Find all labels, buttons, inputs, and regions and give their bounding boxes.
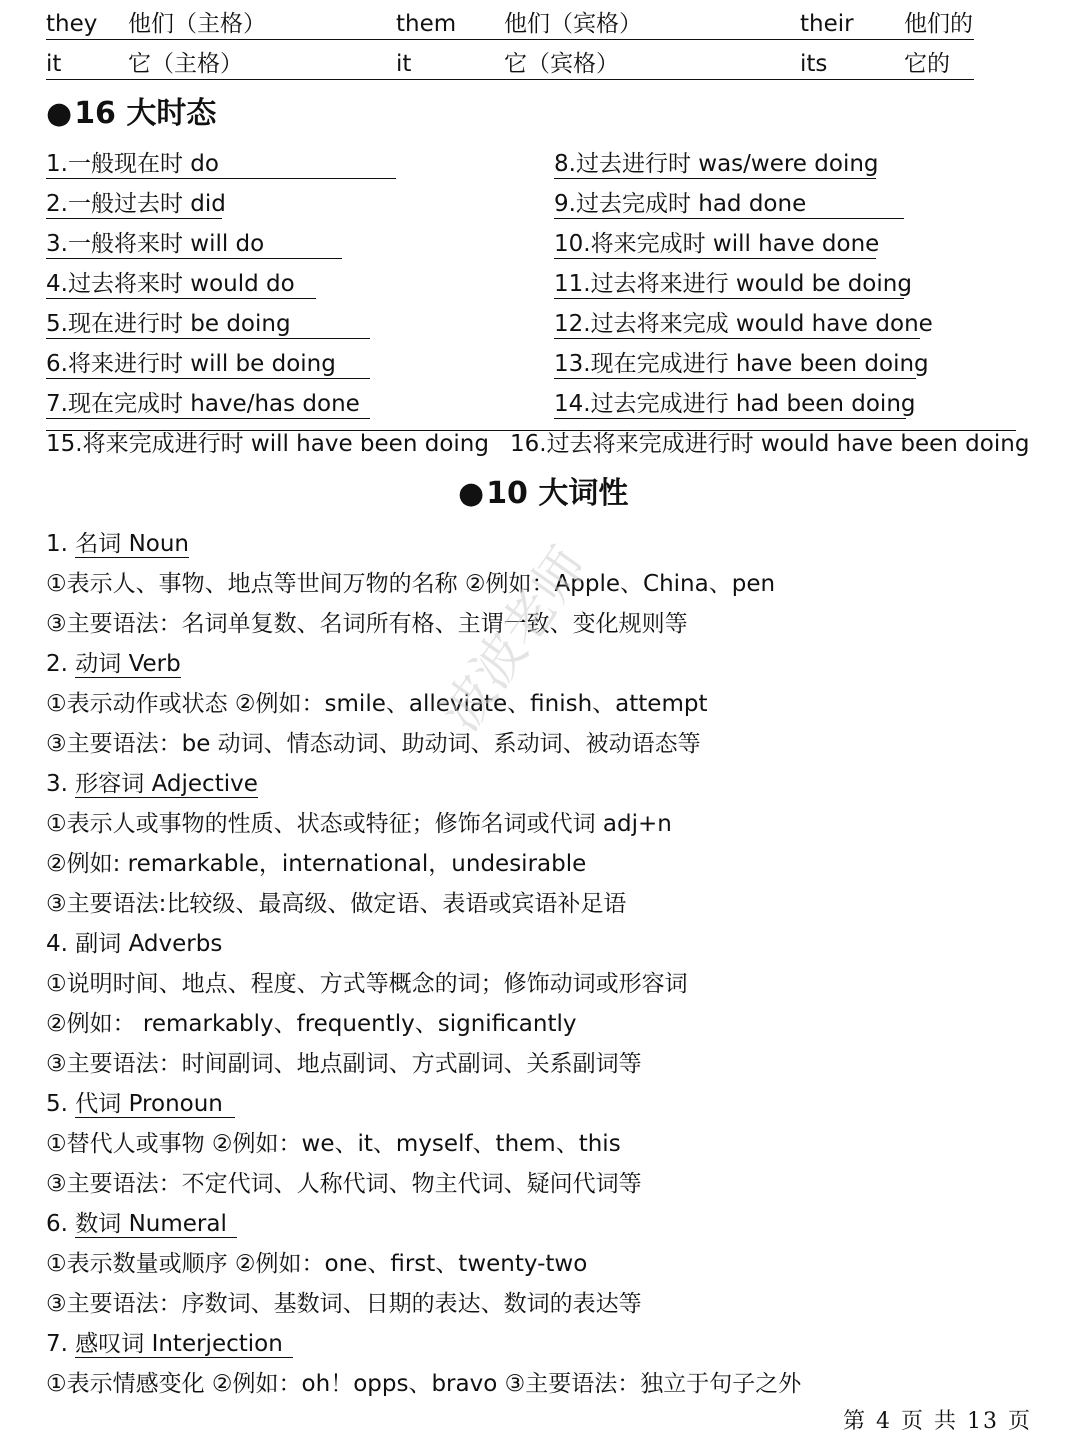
- tense-item: 6.将来进行时 will be doing: [46, 350, 370, 379]
- pos-title: 名词 Noun: [75, 531, 190, 557]
- pronoun-underline: [46, 79, 974, 80]
- pronoun-row: [0, 44, 1080, 84]
- page-footer: 第 4 页 共 13 页: [843, 1409, 1032, 1434]
- pos-text: ①表示动作或状态 ②例如：smile、alleviate、finish、attempt: [46, 691, 708, 717]
- pos-text: ①表示人、事物、地点等世间万物的名称 ②例如：Apple、China、pen: [46, 571, 776, 597]
- pos-line: [0, 1124, 1080, 1164]
- pos-text: ③主要语法：序数词、基数词、日期的表达、数词的表达等: [46, 1291, 642, 1317]
- tense-item: 15.将来完成进行时 will have been doing: [46, 431, 489, 457]
- pos-text: ③主要语法：be 动词、情态动词、助动词、系动词、被动语态等: [46, 731, 701, 757]
- pos-text: ①表示人或事物的性质、状态或特征；修饰名词或代词 adj+n: [46, 811, 672, 837]
- pos-text: ①表示数量或顺序 ②例如：one、first、twenty-two: [46, 1251, 588, 1277]
- tense-item: 1.一般现在时 do: [46, 150, 396, 179]
- pos-title-line: [0, 764, 1080, 804]
- pos-line: [0, 884, 1080, 924]
- pos-line: [0, 924, 1080, 964]
- pronoun-cell: their: [800, 11, 854, 37]
- pos-line: [0, 1004, 1080, 1044]
- pos-title: 代词 Pronoun: [75, 1091, 235, 1118]
- tense-row: [0, 224, 1080, 264]
- tense-item: 5.现在进行时 be doing: [46, 310, 370, 339]
- pos-text: ①替代人或事物 ②例如：we、it、myself、them、this: [46, 1131, 621, 1157]
- pos-title: 感叹词 Interjection: [75, 1331, 293, 1358]
- pronoun-underline: [46, 39, 974, 40]
- tense-item: 11.过去将来进行 would be doing: [554, 271, 912, 297]
- pos-text: ③主要语法:比较级、最高级、做定语、表语或宾语补足语: [46, 891, 627, 917]
- pos-text: ③主要语法：名词单复数、名词所有格、主谓一致、变化规则等: [46, 611, 688, 637]
- pos-line: [0, 804, 1080, 844]
- pronoun-cell: it: [46, 51, 62, 77]
- pos-text: ①表示情感变化 ②例如：oh！opps、bravo ③主要语法：独立于句子之外: [46, 1371, 802, 1397]
- pos-line: [0, 844, 1080, 884]
- pronoun-cell: its: [800, 51, 828, 77]
- tense-item: 16.过去将来完成进行时 would have been doing: [510, 431, 1030, 457]
- watermark: 波波老师: [430, 537, 600, 742]
- pos-number: 5.: [46, 1091, 76, 1117]
- pos-number: 6.: [46, 1211, 76, 1237]
- pos-title-line: [0, 1204, 1080, 1244]
- pos-line: [0, 684, 1080, 724]
- pos-line: [0, 1364, 1080, 1404]
- pos-title: 形容词 Adjective: [75, 771, 258, 797]
- pos-line: [0, 1044, 1080, 1084]
- tense-row: [0, 424, 1080, 464]
- pos-title: 数词 Numeral: [75, 1211, 237, 1238]
- pos-heading-text: 10 大词性: [486, 476, 629, 511]
- tense-item: 2.一般过去时 did: [46, 191, 226, 217]
- pos-line: [0, 724, 1080, 764]
- pos-line: [0, 1164, 1080, 1204]
- tense-row: [0, 384, 1080, 424]
- pos-text: ①说明时间、地点、程度、方式等概念的词；修饰动词或形容词: [46, 971, 688, 997]
- tense-item: 14.过去完成进行 had been doing: [554, 391, 916, 417]
- pronoun-cell: them: [396, 11, 457, 37]
- pos-title: 动词 Verb: [75, 651, 181, 677]
- pos-line: [0, 1284, 1080, 1324]
- pos-text: ③主要语法：不定代词、人称代词、物主代词、疑问代词等: [46, 1171, 642, 1197]
- pos-number: 7.: [46, 1331, 76, 1357]
- pronoun-cell: 它的: [904, 51, 950, 77]
- pos-number: 2.: [46, 651, 76, 677]
- pos-text: ③主要语法：时间副词、地点副词、方式副词、关系副词等: [46, 1051, 642, 1077]
- pronoun-cell: 他们（宾格）: [504, 11, 642, 37]
- pos-text: 4. 副词 Adverbs: [46, 931, 223, 957]
- tense-item: 7.现在完成时 have/has done: [46, 390, 370, 419]
- pos-number: 1.: [46, 531, 76, 557]
- tense-item: 12.过去将来完成 would have done: [554, 311, 933, 337]
- pronoun-cell: they: [46, 11, 98, 37]
- bullet-icon: ●: [46, 96, 73, 131]
- pronoun-cell: it: [396, 51, 412, 77]
- tense-item: 4.过去将来时 would do: [46, 270, 316, 299]
- pos-line: [0, 964, 1080, 1004]
- tense-item: 9.过去完成时 had done: [554, 190, 904, 219]
- pronoun-cell: 它（主格）: [128, 51, 243, 77]
- pronoun-cell: 他们的: [904, 11, 973, 37]
- pronoun-row: [0, 4, 1080, 44]
- pos-title-line: [0, 1324, 1080, 1364]
- tense-item: 13.现在完成进行 have been doing: [554, 351, 929, 377]
- pronoun-cell: 它（宾格）: [504, 51, 619, 77]
- tense-row: [0, 344, 1080, 384]
- pos-title-line: [0, 1084, 1080, 1124]
- pronoun-cell: 他们（主格）: [128, 11, 266, 37]
- tense-item: 10.将来完成时 will have done: [554, 231, 880, 257]
- pos-text: ②例如: remarkable，international，undesirable: [46, 851, 587, 877]
- pos-line: [0, 1244, 1080, 1284]
- tense-row: [0, 264, 1080, 304]
- tense-row: [0, 144, 1080, 184]
- tense-row: [0, 304, 1080, 344]
- tenses-heading: [0, 94, 1080, 134]
- pos-number: 3.: [46, 771, 76, 797]
- bullet-icon: ●: [458, 476, 485, 511]
- pos-heading: [0, 474, 1080, 514]
- tense-item: 8.过去进行时 was/were doing: [554, 151, 879, 177]
- tenses-heading-text: 16 大时态: [74, 96, 217, 131]
- pos-text: ②例如： remarkably、frequently、significantly: [46, 1011, 577, 1037]
- tense-row: [0, 184, 1080, 224]
- tense-item: 3.一般将来时 will do: [46, 230, 342, 259]
